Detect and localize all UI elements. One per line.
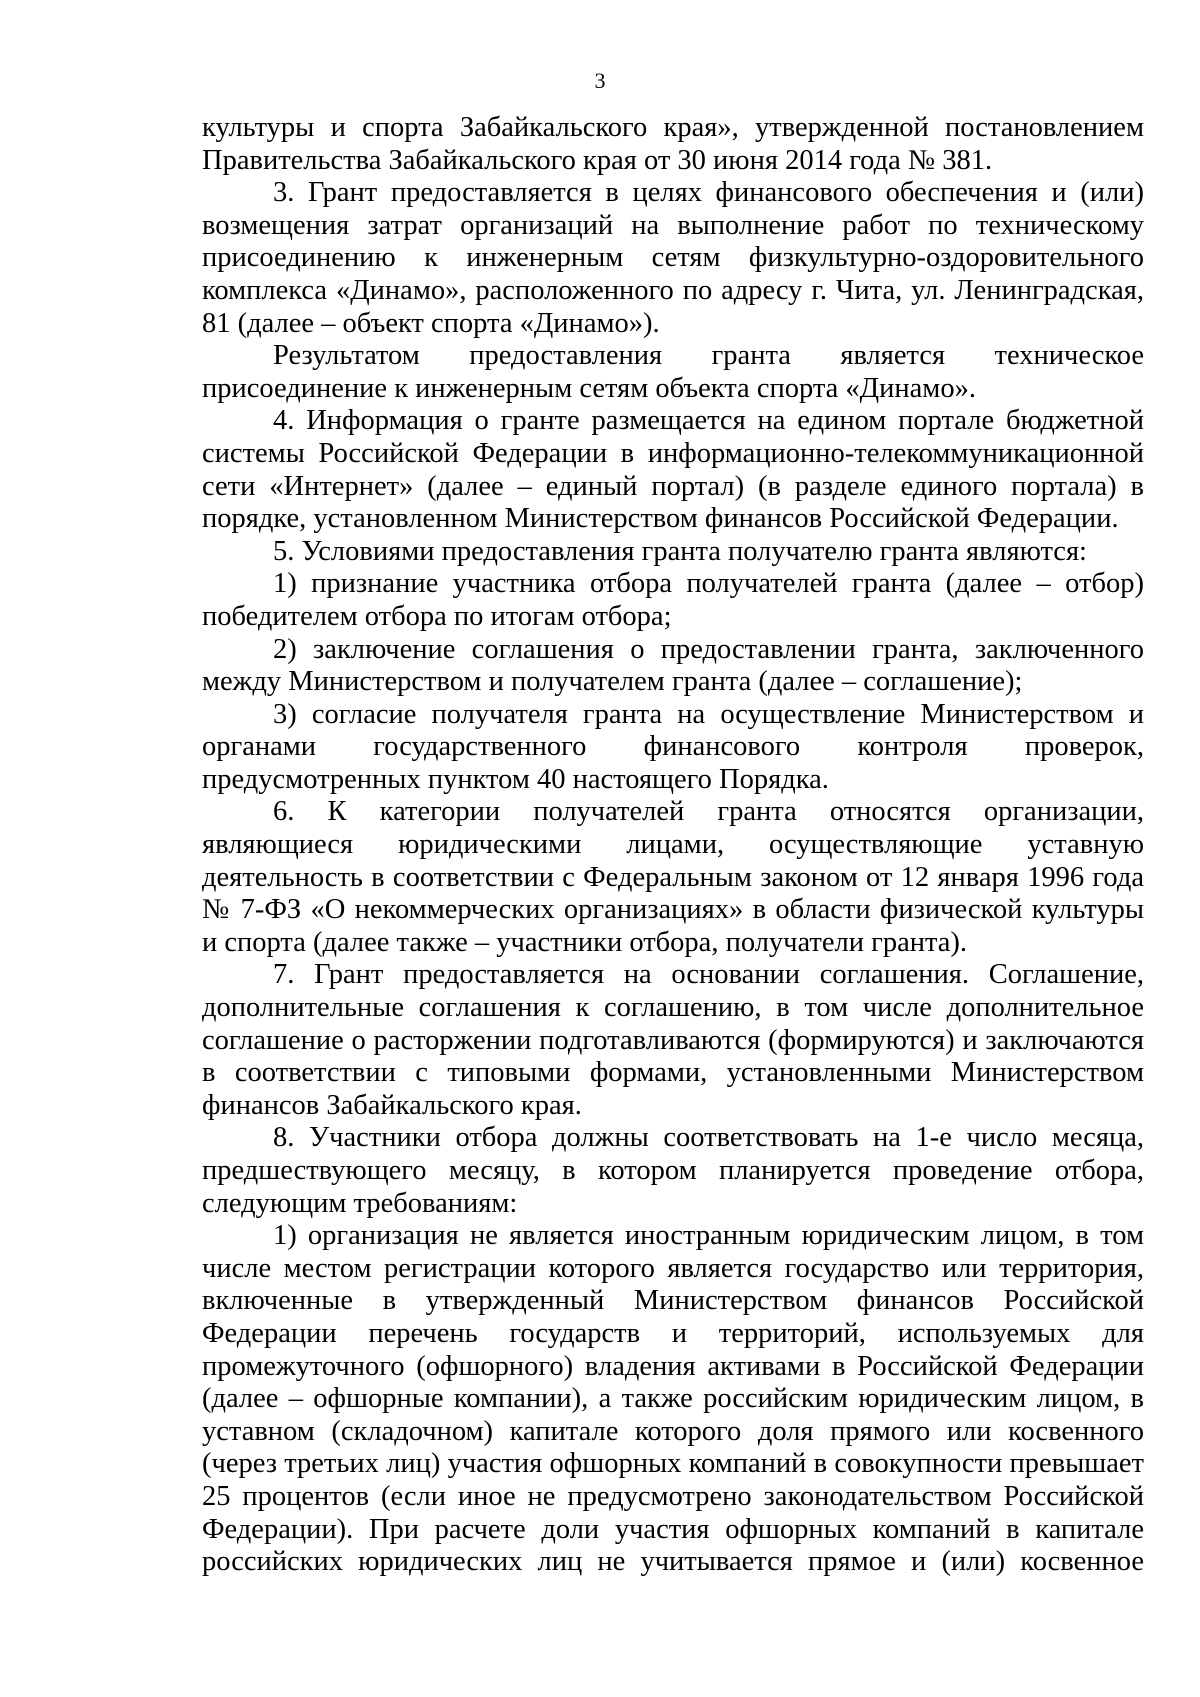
- paragraph-continuation: культуры и спорта Забайкальского края», утвержденной постановлением Правительства Забайкальского края от 30 июня 2014 года № 381.: [202, 112, 1144, 176]
- paragraph-item-6: 6. К категории получателей гранта относятся организации, являющиеся юридическими лицами, осуществляющие уставную деятельность в соответствии с Федеральным законом от 12 января 1996 года № 7-ФЗ «О некоммерческих организациях» в области физической культуры и спорта (далее также – участники отбора, получатели гранта).: [202, 796, 1144, 958]
- paragraph-result: Результатом предоставления гранта является техническое присоединение к инженерным сетям объекта спорта «Динамо».: [202, 340, 1144, 404]
- document-body: [202, 112, 1144, 1579]
- paragraph-item-7: 7. Грант предоставляется на основании соглашения. Соглашение, дополнительные соглашения к соглашению, в том числе дополнительное соглашение о расторжении подготавливаются (формируются) и заключаются в соответствии с типовыми формами, установленными Министерством финансов Забайкальского края.: [202, 959, 1144, 1121]
- paragraph-item-5-1: 1) признание участника отбора получателей гранта (далее – отбор) победителем отбора по итогам отбора;: [202, 568, 1144, 632]
- paragraph-item-3: 3. Грант предоставляется в целях финансового обеспечения и (или) возмещения затрат организаций на выполнение работ по техническому присоединению к инженерным сетям физкультурно-оздоровительного комплекса «Динамо», расположенного по адресу г. Чита, ул. Ленинградская, 81 (далее – объект спорта «Динамо»).: [202, 177, 1144, 339]
- page-number: 3: [594, 68, 606, 93]
- paragraph-item-5-2: 2) заключение соглашения о предоставлении гранта, заключенного между Министерством и получателем гранта (далее – соглашение);: [202, 633, 1144, 698]
- paragraph-item-8-1: 1) организация не является иностранным юридическим лицом, в том числе местом регистрации которого является государство или территория, включенные в утвержденный Министерством финансов Российской Федерации перечень государств и территорий, используемых для промежуточного (офшорного) владения активами в Российской Федерации (далее – офшорные компании), а также российским юридическим лицом, в уставном (складочном) капитале которого доля прямого или косвенного (через третьих лиц) участия офшорных компаний в совокупности превышает 25 процентов (если иное не предусмотрено законодательством Российской Федерации). При расчете доли участия офшорных компаний в капитале российских юридических лиц не учитывается прямое и (или) косвенное: [202, 1220, 1144, 1578]
- paragraph-item-5: 5. Условиями предоставления гранта получателю гранта являются:: [273, 535, 1087, 567]
- paragraph-item-8: 8. Участники отбора должны соответствовать на 1-е число месяца, предшествующего месяцу, в котором планируется проведение отбора, следующим требованиям:: [202, 1122, 1144, 1219]
- paragraph-item-5-3: 3) согласие получателя гранта на осуществление Министерством и органами государственного финансового контроля проверок, предусмотренных пунктом 40 настоящего Порядка.: [202, 698, 1144, 795]
- paragraph-item-4: 4. Информация о гранте размещается на едином портале бюджетной системы Российской Федерации в информационно-телекоммуникационной сети «Интернет» (далее – единый портал) (в разделе единого портала) в порядке, установленном Министерством финансов Российской Федерации.: [202, 405, 1144, 535]
